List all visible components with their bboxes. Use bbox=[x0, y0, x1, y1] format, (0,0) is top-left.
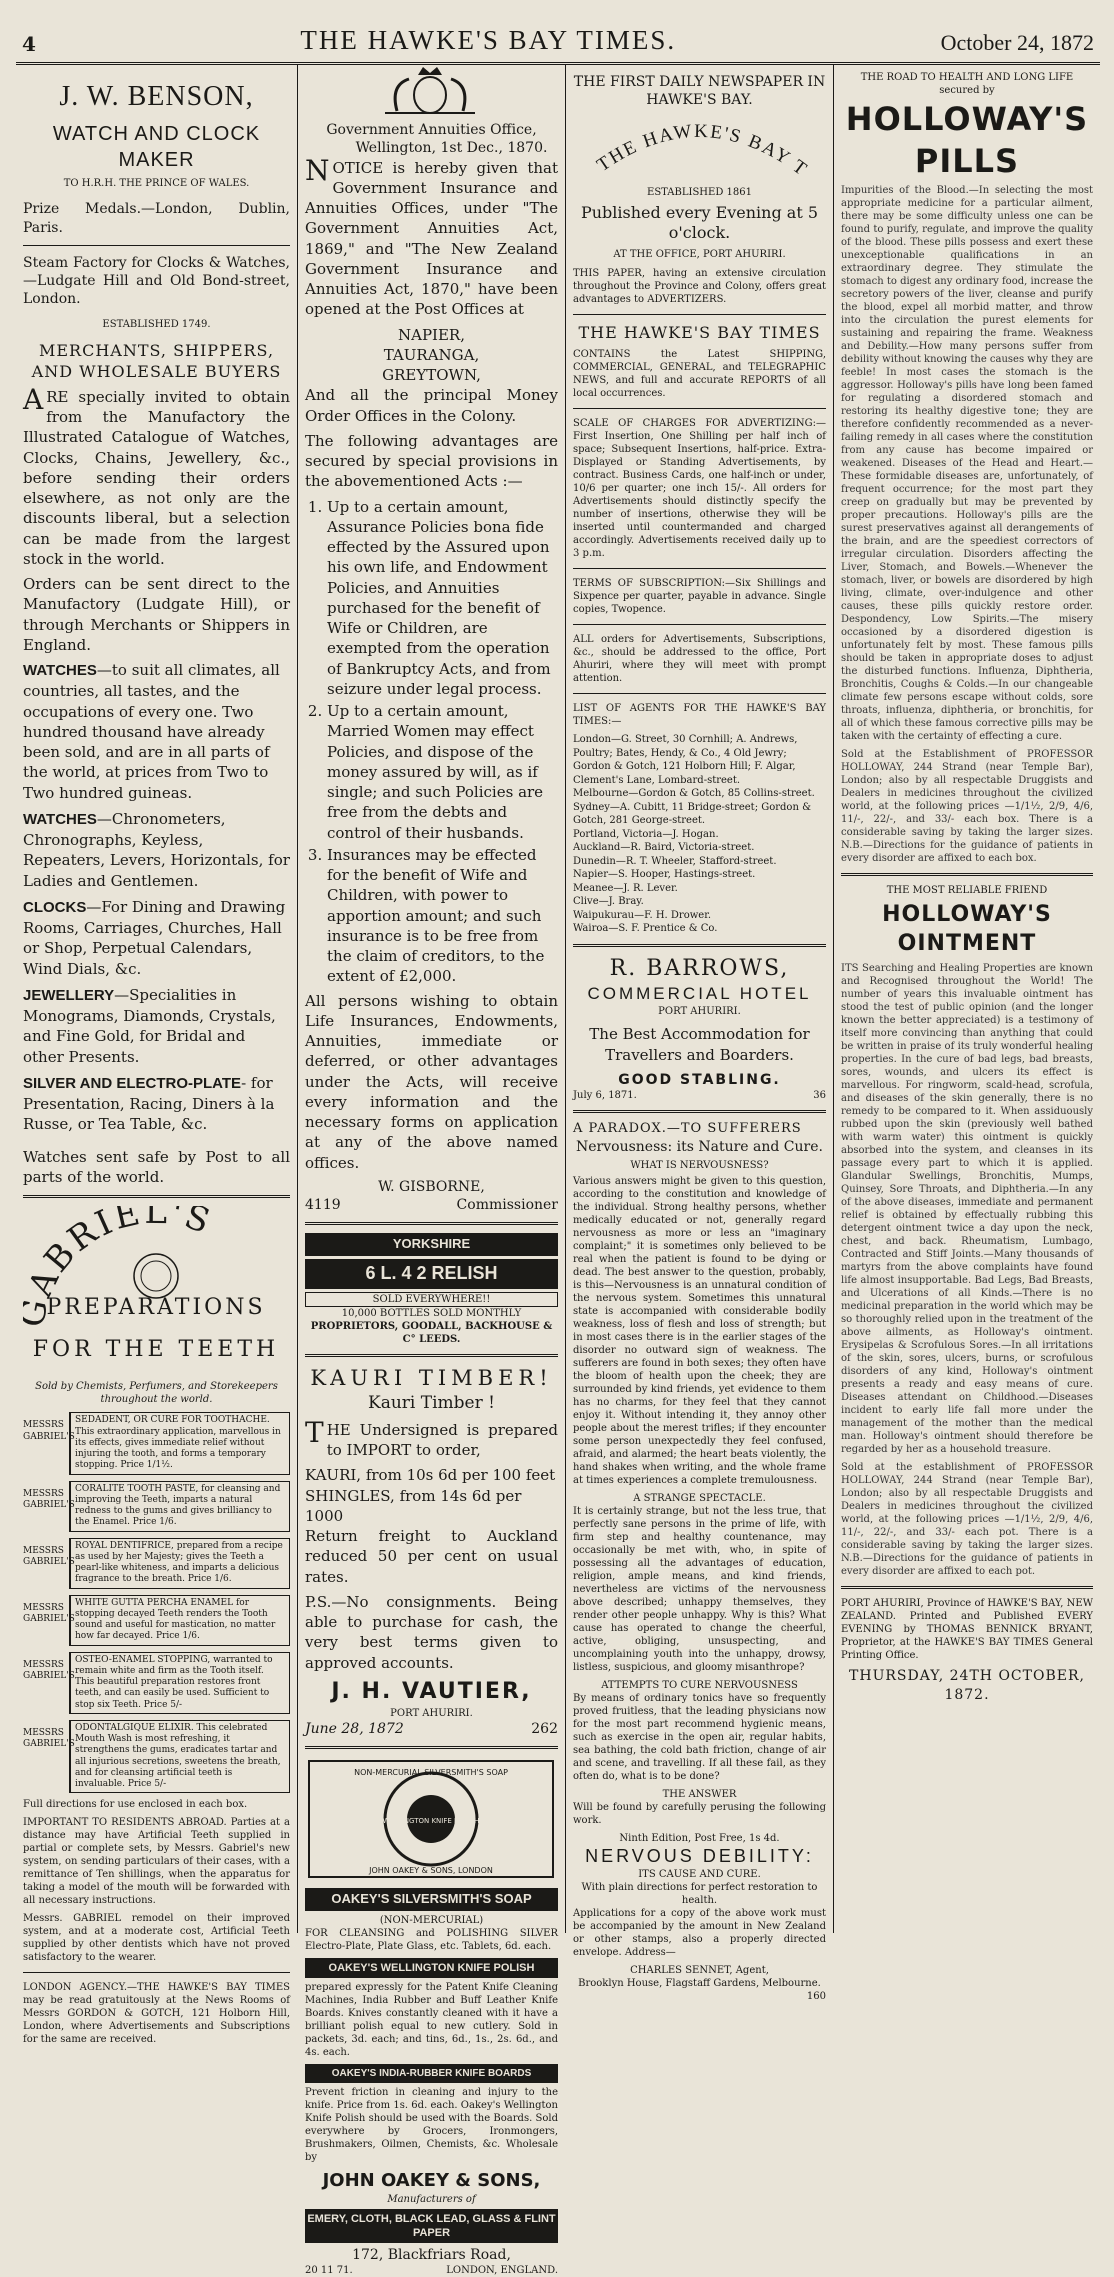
kauri-ad bbox=[305, 1365, 558, 1738]
benson-name: J. W. BENSON, bbox=[59, 81, 254, 112]
holloway-ointment-sold: Sold at the establishment of PROFESSOR HOLLOWAY, 244 Strand (near Temple Bar), London; also by all respectable Druggists and Dealers in medicines throughout the civilized world, at the following prices —1/1½, 2/9, 4/6, 11/-, 22/-, and 33/- each pot. There is a considerable saving by taking the larger sizes. N.B.—Directions for the guidance of patients in every disorder are affixed to each pot. bbox=[841, 1462, 1093, 1578]
kauri-date: June 28, 1872 bbox=[305, 1720, 404, 1737]
nervous-edition: Ninth Edition, Post Free, 1s 4d. bbox=[619, 1833, 780, 1845]
holloway-ointment-title: HOLLOWAY'S OINTMENT bbox=[882, 902, 1052, 956]
signature-title: Commissioner bbox=[456, 1197, 558, 1214]
annuities-signature: W. GISBORNE, bbox=[378, 1178, 485, 1195]
oakey-boards-banner: OAKEY'S INDIA-RUBBER KNIFE BOARDS bbox=[305, 2064, 558, 2083]
nervous-apply: Applications for a copy of the above work must be accompanied by the amount in New Zealand or other stamps, also a properly directed envelope. Address— bbox=[573, 1908, 826, 1959]
holloway-pills-title: HOLLOWAY'S PILLS bbox=[845, 100, 1089, 180]
divider bbox=[573, 1110, 826, 1113]
annuities-town: TAURANGA, bbox=[383, 345, 480, 364]
product-description: WHITE GUTTA PERCHA ENAMEL for stopping decayed Teeth renders the Tooth sound and useful for mastication, no matter how far decayed. Price 1/6. bbox=[69, 1595, 290, 1646]
nervous-answer-text: Will be found by carefully perusing the following work. bbox=[573, 1802, 826, 1827]
divider bbox=[841, 1586, 1093, 1589]
gabriel-product bbox=[23, 1481, 290, 1532]
ad-reference: 262 bbox=[531, 1720, 558, 1737]
nervous-body3: By means of ordinary tonics have so frequently proved fruitless, that the leading physicians now for the most part recommend hygienic means, such as exercise in the open air, regular habits, sea bathing, the cold bath friction, change of air and scene, and travelling. If all these fail, as they often do, what is to be done? bbox=[573, 1693, 826, 1783]
kauri-place: PORT AHURIRI. bbox=[390, 1707, 473, 1719]
times-established: ESTABLISHED 1861 bbox=[647, 186, 752, 198]
agent-item: Clive—J. Bray. bbox=[573, 896, 644, 908]
badge-mid-text: WELLINGTON KNIFE POLISH bbox=[382, 1816, 480, 1825]
product-label: MESSRS GABRIEL'S bbox=[23, 1420, 75, 1442]
barrows-ad bbox=[573, 955, 826, 1102]
oakey-emery-banner: EMERY, CLOTH, BLACK LEAD, GLASS & FLINT PAPER bbox=[305, 2209, 558, 2244]
divider bbox=[23, 245, 290, 246]
annuities-footer bbox=[305, 1196, 558, 1214]
nervous-answer: THE ANSWER bbox=[662, 1789, 737, 1801]
benson-royal: TO H.R.H. THE PRINCE OF WALES. bbox=[63, 178, 250, 190]
entry-key: SILVER AND ELECTRO-PLATE bbox=[23, 1074, 242, 1092]
kauri-name: J. H. VAUTIER, bbox=[331, 1678, 532, 1704]
benson-established: ESTABLISHED 1749. bbox=[102, 319, 211, 331]
times-published: Published every Evening at 5 o'clock. bbox=[580, 202, 819, 243]
nervous-address: Brooklyn House, Flagstaff Gardens, Melbourne. bbox=[578, 1978, 821, 1990]
barrows-place: PORT AHURIRI. bbox=[658, 1006, 741, 1018]
column-2 bbox=[298, 65, 566, 2277]
imprint-text: PORT AHURIRI, Province of HAWKE'S BAY, NEW ZEALAND. Printed and Published EVERY EVENING by THOMAS BENNICK BRYANT, Proprietor, at the HAWKE'S BAY TIMES General Printing Office. bbox=[841, 1598, 1093, 1662]
gabriel-product bbox=[23, 1538, 290, 1589]
kauri-line: Return freight to Auckland reduced 50 per cent on usual rates. bbox=[305, 1527, 558, 1586]
nervous-plain: With plain directions for perfect restoration to health. bbox=[581, 1882, 818, 1907]
annuities-points bbox=[305, 497, 558, 987]
goodall-makers: PROPRIETORS, GOODALL, BACKHOUSE & C° LEEDS. bbox=[310, 1320, 553, 1345]
agent-item: Melbourne—Gordon & Gotch, 85 Collins-street. bbox=[573, 788, 815, 800]
divider bbox=[573, 944, 826, 947]
barrows-stabling: GOOD STABLING. bbox=[618, 1071, 781, 1088]
oakey-knife-text: prepared expressly for the Patent Knife Cleaning Machines, India Rubber and Buff Leather Knife Boards. Knives constantly cleaned with it have a brilliant polish equal to new cutlery. Sold in packets, 3d. each; and tins, 6d., 1s., 2s. 6d., and 4s. each. bbox=[305, 1982, 558, 2059]
times-arc-title bbox=[573, 109, 825, 181]
agent-item: Dunedin—R. T. Wheeler, Stafford-street. bbox=[573, 855, 777, 867]
oakey-soap-banner: OAKEY'S SILVERSMITH'S SOAP bbox=[305, 1888, 558, 1911]
benson-entry bbox=[23, 660, 290, 803]
holloway-pills-ad bbox=[841, 71, 1093, 865]
entry-text: - for Presentation, Racing, Diners à la Russe, or Tea Table, &c. bbox=[23, 1073, 275, 1134]
oakey-firm-sub: Manufacturers of bbox=[387, 2193, 476, 2205]
gabriel-important: IMPORTANT TO RESIDENTS ABROAD. Parties at a distance may have Artificial Teeth supplied in partial or complete sets, by Messrs. Gabriel's new system, on sending particulars of their cases, with a remittance of Ten shillings, when the apparatus for taking a model of the mouth will be forwarded with all necessary instructions. bbox=[23, 1817, 290, 1907]
annuities-advantages: The following advantages are secured by special provisions in the abovementioned Acts :— bbox=[305, 431, 558, 491]
times-orders: ALL orders for Advertisements, Subscriptions, &c., should be addressed to the office, Port Ahuriri, where they will meet with prompt attention. bbox=[573, 634, 826, 685]
holloway-road: THE ROAD TO HEALTH AND LONG LIFE secured by bbox=[860, 72, 1074, 96]
divider bbox=[305, 1354, 558, 1357]
nervous-what: WHAT IS NERVOUSNESS? bbox=[630, 1160, 769, 1172]
divider bbox=[23, 1972, 290, 1973]
benson-trade: WATCH AND CLOCK MAKER bbox=[52, 123, 261, 172]
ad-reference: 20 11 71. bbox=[305, 2265, 353, 2277]
divider bbox=[573, 624, 826, 625]
nervous-cause: ITS CAUSE AND CURE. bbox=[638, 1869, 761, 1881]
nervous-debility: NERVOUS DEBILITY: bbox=[585, 1846, 814, 1867]
agent-item: Sydney—A. Cubitt, 11 Bridge-street; Gordon & Gotch, 281 George-street. bbox=[573, 801, 811, 827]
issue-date: October 24, 1872 bbox=[940, 30, 1094, 55]
kauri-ps: P.S.—No consignments. Being able to purchase for cash, the very best terms given to approved accounts. bbox=[305, 1592, 558, 1672]
product-description: ROYAL DENTIFRICE, prepared from a recipe as used by her Majesty; gives the Teeth a pearl-like whiteness, and imparts a delicious fragrance to the breath. Price 1/6. bbox=[69, 1538, 290, 1589]
badge-top-text: NON-MERCURIAL SILVERSMITH'S SOAP bbox=[354, 1767, 508, 1777]
goodall-ad bbox=[305, 1233, 558, 1345]
column-3 bbox=[566, 65, 834, 2003]
annuities-notice-text: NOTICE is hereby given that Government Insurance and Annuities Offices, under "The Government Annuities Act, 1869," and "The New Zealand Government Insurance and Annuities Act, 1870," have been opened at the Post Offices at bbox=[305, 153, 558, 319]
agent-item: Meanee—J. R. Lever. bbox=[573, 882, 678, 894]
annuities-notice bbox=[305, 65, 558, 1214]
oakey-city: LONDON, ENGLAND. bbox=[446, 2265, 558, 2277]
nervous-ad bbox=[573, 1121, 826, 2003]
gabriel-product bbox=[23, 1595, 290, 1646]
columns bbox=[16, 65, 1100, 2277]
goodall-sold: SOLD EVERYWHERE!! bbox=[305, 1292, 558, 1307]
kauri-heading: KAURI TIMBER! bbox=[310, 1365, 553, 1390]
arc-title-text: THE HAWKE'S BAY T bbox=[593, 121, 812, 182]
agent-item: Waipukurau—F. H. Drower. bbox=[573, 909, 712, 921]
divider bbox=[573, 314, 826, 315]
holloway-friend: THE MOST RELIABLE FRIEND bbox=[886, 885, 1048, 897]
nervous-agent: CHARLES SENNET, Agent, bbox=[630, 1965, 769, 1977]
masthead bbox=[16, 10, 1100, 65]
kauri-line: SHINGLES, from 14s 6d per 1000 bbox=[305, 1486, 522, 1525]
barrows-text: The Best Accommodation for Travellers and Boarders. bbox=[589, 1025, 810, 1064]
nervous-body: Various answers might be given to this question, according to the constitution and knowledge of the individual. Strong healthy persons, whether medically educated or not, generally regard nervousness as more or less an "imaginary complaint;" it is sometimes only believed to be real when the patient is found to be dying or dead. The best answer to the question, probably, is this—Nervousness is an unnatural condition of the nervous system. Sometimes this unnatural state is accompanied with considerable bodily weakness, loss of flesh and loss of strength; but in most cases there is in the earlier stages of the disorder no outward sign of weakness. The sufferers are found in both sexes; they often have the bloom of health upon the cheek; they are surrounded by kind friends, yet evidence to them has no charms, for they feel that they cannot enjoy it. Without intending it, they annoy other people about the merest trifles; if they encounter some person unexpectedly they feel confused, afraid, and alarmed; the heart beats violently, the hand shakes when writing, and the whole frame at times experiences a complete tremulousness. bbox=[573, 1176, 826, 1487]
nervous-sub: Nervousness: its Nature and Cure. bbox=[576, 1138, 823, 1155]
benson-entry bbox=[23, 897, 290, 979]
product-label: MESSRS GABRIEL'S bbox=[23, 1488, 75, 1510]
newspaper-title: THE HAWKE'S BAY TIMES. bbox=[300, 25, 677, 55]
agent-item: Portland, Victoria—J. Hogan. bbox=[573, 828, 719, 840]
imprint bbox=[841, 1597, 1093, 1703]
gabriel-product bbox=[23, 1720, 290, 1794]
oakey-badge-logo bbox=[305, 1757, 557, 1881]
holloway-pills-sold: Sold at the Establishment of PROFESSOR HOLLOWAY, 244 Strand (near Temple Bar), London; also by all respectable Druggists and Dealers in medicines throughout the civilized world, at the following prices —1/1½, 2/9, 4/6, 11/-, 22/-, and 33/- each box. There is a considerable saving by taking the larger sizes. N.B.—Directions for the guidance of patients in every disorder are affixed to each box. bbox=[841, 749, 1093, 865]
times-terms: TERMS OF SUBSCRIPTION:—Six Shillings and Sixpence per quarter, payable in advance. Single copies, Twopence. bbox=[573, 578, 826, 616]
seal-arc-text: ABRIEL'S bbox=[23, 1206, 218, 1304]
times-office: AT THE OFFICE, PORT AHURIRI. bbox=[613, 249, 786, 261]
entry-key: JEWELLERY bbox=[23, 986, 115, 1004]
column-4 bbox=[834, 65, 1100, 1933]
benson-medals: Prize Medals.—London, Dublin, Paris. bbox=[23, 201, 290, 236]
times-first: THE FIRST DAILY NEWSPAPER IN HAWKE'S BAY. bbox=[573, 74, 826, 109]
divider bbox=[305, 1222, 558, 1225]
oakey-footer bbox=[305, 2264, 558, 2277]
divider bbox=[23, 1195, 290, 1198]
nervous-spectacle: A STRANGE SPECTACLE. bbox=[633, 1493, 766, 1505]
kauri-footer bbox=[305, 1720, 558, 1738]
benson-factory: Steam Factory for Clocks & Watches, —Ludgate Hill and Old Bond-street, London. bbox=[23, 254, 290, 308]
oakey-knife-banner: OAKEY'S WELLINGTON KNIFE POLISH bbox=[305, 1958, 558, 1978]
benson-ad bbox=[23, 79, 290, 1187]
divider bbox=[573, 408, 826, 409]
ad-reference: 160 bbox=[806, 1991, 826, 2003]
gabriel-product bbox=[23, 1652, 290, 1714]
nervous-paradox: A PARADOX.—TO SUFFERERS bbox=[573, 1120, 802, 1136]
agent-item: London—G. Street, 30 Cornhill; A. Andrews, Poultry; Bates, Hendy, & Co., 4 Old Jewry; Gordon & Gotch, 121 Holborn Hill; F. Algar, Clement's Lane, Lombard-street. bbox=[573, 734, 798, 786]
divider bbox=[305, 1746, 558, 1749]
times-circulation: THIS PAPER, having an extensive circulation throughout the Province and Colony, offers great advantages to ADVERTIZERS. bbox=[573, 268, 826, 306]
product-label: MESSRS GABRIEL'S bbox=[23, 1727, 75, 1750]
entry-key: WATCHES bbox=[23, 662, 97, 680]
oakey-firm: JOHN OAKEY & SONS, bbox=[322, 2170, 541, 2192]
annuities-date: Wellington, 1st Dec., 1870. bbox=[355, 140, 548, 157]
annuities-point: 3. Insurances may be effected for the benefit of Wife and Children, with power to apportion amount; and such insurance is to be free from the claim of creditors, to the extent of £2,000. bbox=[327, 845, 558, 987]
annuities-point: 2. Up to a certain amount, Married Women may effect Policies, and dispose of the money assured by will, as if single; and such Policies are free from the debts and control of their husbands. bbox=[327, 701, 558, 843]
holloway-ointment-text: ITS Searching and Healing Properties are known and Recognised throughout the World! The number of years this invaluable ointment has stood the test of public opinion (and the longer known the better appreciated) is a testimony of itself more convincing than anything that could be written in praise of its truly wonderful healing properties. In the cure of bad legs, bad breasts, sores, wounds, and ulcers its effect is marvellous. For ringworm, scald-head, scrofula, and diseases of the skin generally, there is no remedy to be compared to it. When assiduously rubbed upon the skin (previously well bathed with warm water) this ointment is quickly absorbed into the system, and cleanses in its passage every part to which it is applied. Glandular Swellings, Bronchitis, Mumps, Quinsey, Sore Throats, and Diphtheria.—In any of the above diseases, immediate and permanent relief is obtained by effectually rubbing this detergent ointment twice a day upon the neck, chest, and back. Rheumatism, Lumbago, Contracted and Stiff Joints.—Many thousands of martyrs from the above complaints have found life almost insupportable. Bad Legs, Bad Breasts, and Ulcerations of all Kinds.—There is no medicinal preparation in the world which may be so thoroughly relied upon in the treatment of the above ailments, as Holloway's ointment. Erysipelas & Scrofulous Sores.—In all irritations of the skin, sores, ulcers, burns, or scrofulous disorders of any kind, Holloway's ointment presents a ready and easy means of cure. Diseases attendant on Childhood.—Diseases incident to early life fall more under the management of the mother than the medical man. Holloway's ointment should therefore be regarded by her as a household treasure. bbox=[841, 963, 1093, 1456]
gabriel-products bbox=[23, 1412, 290, 1793]
annuities-and: And all the principal Money Order Offices in the Colony. bbox=[305, 386, 558, 425]
gabriel-product bbox=[23, 1412, 290, 1474]
agent-item: Auckland—R. Baird, Victoria-street. bbox=[573, 842, 755, 854]
gabriel-footer: Full directions for use enclosed in each box. bbox=[23, 1799, 248, 1811]
annuities-town: NAPIER, bbox=[398, 325, 465, 344]
benson-entry bbox=[23, 985, 290, 1067]
times-agents-heading: LIST OF AGENTS FOR THE HAWKE'S BAY TIMES:— bbox=[573, 703, 826, 728]
annuities-point: 1. Up to a certain amount, Assurance Policies bona fide effected by the Assured upon his own life, and Endowment Policies, and Annuities purchased for the benefit of Wife or Children, are exempted from the operation of Bankruptcy Acts, and from seizure under legal process. bbox=[327, 497, 558, 700]
nervous-body2: It is certainly strange, but not the less true, that perfectly sane persons in the prime of life, with firm step and healthy countenance, may occasionally be met with, who, in spite of possessing all the advantages of education, religion, ample means, and kind friends, nevertheless are victims of the nervousness above described; unhappy themselves, they render other people unhappy. Why is this? What cause has operated to change the cheerful, active, obliging, unsuspecting, and uncomplaining youth into the unhappy, drowsy, listless, suspicious, and gloomy misanthrope? bbox=[573, 1506, 826, 1674]
product-description: ODONTALGIQUE ELIXIR. This celebrated Mouth Wash is most refreshing, it strengthens the gums, eradicates tartar and all injurious secretions, sweetens the breath, and for cleansing artificial teeth is invaluable. Price 5/- bbox=[69, 1720, 290, 1794]
benson-intro: ARE specially invited to obtain from the Manufactory the Illustrated Catalogue of Watches, Clocks, Chains, Jewellery, &c., before sending their orders elsewhere, as not only are the discounts liberal, but a selection can be made from the largest stock in the world. bbox=[23, 382, 290, 568]
oakey-soap-sub: (NON-MERCURIAL) bbox=[379, 1914, 484, 1926]
product-label: MESSRS GABRIEL'S bbox=[23, 1659, 75, 1681]
times-scale: SCALE OF CHARGES FOR ADVERTIZING:— First Insertion, One Shilling per half inch of space; Subsequent Insertions, half-price. Extra-Displayed or Standing Advertisements, by contract. Business Cards, one half-inch or under, 10/6 per quarter; one inch 15/-. All orders for Advertisements should distinctly specify the number of insertions, otherwise they will be inserted until countermanded and charged accordingly. Advertisements received daily up to 3 p.m. bbox=[573, 418, 826, 560]
times-ad bbox=[573, 73, 826, 936]
seal-middle-text: PREPARATIONS bbox=[46, 1295, 266, 1321]
gabriel-sold-by: Sold by Chemists, Perfumers, and Storekeepers throughout the world. bbox=[35, 1381, 278, 1406]
entry-key: CLOCKS bbox=[23, 898, 87, 916]
divider bbox=[841, 873, 1093, 876]
divider bbox=[573, 693, 826, 694]
entry-text: —to suit all climates, all countries, all tastes, and the occupations of every one. Two hundred thousand have already been sold, and are in all parts of the world, at prices from Two to Two hundred guineas. bbox=[23, 661, 280, 802]
entry-text: —Chronometers, Chronographs, Keyless, Repeaters, Levers, Horizontals, for Ladies and Gentlemen. bbox=[23, 809, 290, 890]
times-contains: CONTAINS the Latest SHIPPING, COMMERCIAL, GENERAL, and TELEGRAPHIC NEWS, and full and accurate REPORTS of all local occurrences. bbox=[573, 349, 826, 400]
ad-reference: 4119 bbox=[305, 1197, 341, 1214]
gabriel-ad bbox=[23, 1206, 290, 2046]
kauri-line: KAURI, from 10s 6d per 100 feet bbox=[305, 1466, 556, 1485]
nervous-attempts: ATTEMPTS TO CURE NERVOUSNESS bbox=[601, 1680, 798, 1692]
london-agency: LONDON AGENCY.—THE HAWKE'S BAY TIMES may be read gratuitously at the News Rooms of Messrs GORDON & GOTCH, 121 Holborn Hill, London, where Advertisements and Subscriptions for the same are received. bbox=[23, 1982, 290, 2046]
ad-reference: 36 bbox=[813, 1089, 826, 1101]
product-description: CORALITE TOOTH PASTE, for cleansing and improving the Teeth, imparts a natural redness to the gums and gives brilliancy to the Enamel. Price 1/6. bbox=[69, 1481, 290, 1532]
times-heading2: THE HAWKE'S BAY TIMES bbox=[578, 323, 821, 343]
holloway-pills-text: Impurities of the Blood.—In selecting the most appropriate medicine for a particular ailment, there may be some difficulty unless one can be found to purify, regulate, and improve the quality of the blood. These pills possess and exert these unexceptionable qualifications in an extraordinary degree. They stimulate the stomach to digest any ordinary food, increase the secretory powers of the liver, cleanse and purify the blood, expel all morbid matter, and throw into the circulation the purest elements for sustaining and repairing the frame. Weakness and Debility.—How many persons suffer from debility without knowing the causes why they are feeble! In most cases the stomach is the aggressor. Holloway's pills have long been famed for regulating a disordered stomach and restoring its healthy digestive tone; they are therefore confidently recommended as a never-failing remedy in all cases where the constitution from any cause has become impaired or weakened. Diseases of the Head and Heart.—These formidable diseases are, unfortunately, of frequent occurrence; for the most part they creep on gradually but may be prevented by proper precautions. Holloway's pills are the surest preservatives against all derangements of the brain, and are the speediest correctors of irregular circulation. Disorders affecting the Liver, Stomach, and Bowels.—Whenever the stomach, liver, or bowels are disordered by high living, climate, over-indulgence and other causes, these pills quickly restore order. Despondency, Low Spirits.—The misery occasioned by a disordered digestion is unfortunately felt by most. These famous pills should be taken in appropriate doses to adjust the disturbed functions. Influenza, Diphtheria, Bronchitis, Coughs & Colds.—In our changeable climate few persons escape without colds, sore throats, influenza, diphtheria, or bronchitis, for all of which these famous corrective pills may be taken with the certainty of effecting a cure. bbox=[841, 185, 1093, 743]
divider bbox=[573, 568, 826, 569]
product-label: MESSRS GABRIEL'S bbox=[23, 1545, 75, 1567]
svg-text:THE HAWKE'S BAY TIMES bbox=[573, 109, 812, 181]
goodall-bottles: 10,000 BOTTLES SOLD MONTHLY bbox=[341, 1307, 522, 1319]
column-1 bbox=[16, 65, 298, 2046]
badge-bottom-text: JOHN OAKEY & SONS, LONDON bbox=[369, 1865, 493, 1875]
benson-heading: MERCHANTS, SHIPPERS, AND WHOLESALE BUYERS bbox=[31, 341, 282, 382]
entry-text: —Specialities in Monograms, Diamonds, Crystals, and Fine Gold, for Bridal and other Presents. bbox=[23, 985, 276, 1066]
barrows-date: July 6, 1871. bbox=[573, 1089, 637, 1101]
goodall-banner-mid: 6 L. 4 2 RELISH bbox=[305, 1259, 558, 1288]
entry-text: —For Dining and Drawing Rooms, Carriages, Churches, Hall or Shop, Perpetual Calendars, Wind Dials, &c. bbox=[23, 897, 286, 978]
agent-item: Napier—S. Hooper, Hastings-street. bbox=[573, 869, 756, 881]
oakey-address: 172, Blackfriars Road, bbox=[352, 2247, 511, 2264]
product-description: OSTEO-ENAMEL STOPPING, warranted to remain white and firm as the Tooth itself. This beautiful preparation restores front teeth, and can easily be used. Sufficient to stop six Teeth. Price 5/- bbox=[69, 1652, 290, 1714]
holloway-ointment-ad bbox=[841, 884, 1093, 1578]
page-number: 4 bbox=[22, 32, 36, 56]
barrows-hotel: COMMERCIAL HOTEL bbox=[587, 984, 812, 1004]
kauri-text: THE Undersigned is prepared to IMPORT to order, bbox=[305, 1415, 558, 1460]
goodall-banner-top: YORKSHIRE bbox=[305, 1233, 558, 1256]
product-label: MESSRS GABRIEL'S bbox=[23, 1602, 75, 1624]
barrows-name: R. BARROWS, bbox=[609, 955, 790, 981]
oakey-ad bbox=[305, 1757, 558, 2277]
gabriel-removed: Messrs. GABRIEL remodel on their improved system, and at a moderate cost, Artificial Teeth supplied by other dentists which have not proved satisfactory to the wearer. bbox=[23, 1913, 290, 1964]
royal-arms-icon bbox=[305, 65, 555, 117]
entry-key: WATCHES bbox=[23, 810, 97, 828]
kauri-sub: Kauri Timber ! bbox=[368, 1392, 495, 1413]
benson-entry bbox=[23, 1073, 290, 1135]
annuities-town: GREYTOWN, bbox=[382, 366, 481, 385]
annuities-office: Government Annuities Office, bbox=[326, 122, 537, 139]
benson-post: Watches sent safe by Post to all parts of the world. bbox=[23, 1147, 290, 1186]
benson-entry bbox=[23, 809, 290, 891]
annuities-closing: All persons wishing to obtain Life Insurances, Endowments, Annuities, immediate or deferred, or other advantages under the Acts, will receive every information and the necessary forms on application at any of the above named offices. bbox=[305, 991, 558, 1172]
product-description: SEDADENT, OR CURE FOR TOOTHACHE. This extraordinary application, marvellous in its effects, gives immediate relief without injuring the tooth, and forms a temporary stopping. Price 1/1½. bbox=[69, 1412, 290, 1474]
oakey-boards-text: Prevent friction in cleaning and injury to the knife. Price from 1s. 6d. each. Oakey's Wellington Knife Polish should be used with the Boards. Sold everywhere by Grocers, Ironmongers, Brushmakers, Oilmen, Chemists, &c. Wholesale by bbox=[305, 2087, 558, 2164]
seal-bottom-text: FOR THE TEETH bbox=[32, 1337, 280, 1363]
benson-orders: Orders can be sent direct to the Manufactory (Ludgate Hill), or through Merchants or Shippers in England. bbox=[23, 575, 290, 654]
barrows-footer bbox=[573, 1089, 826, 1102]
gabriel-seal-logo bbox=[23, 1206, 289, 1376]
agent-item: Wairoa—S. F. Prentice & Co. bbox=[573, 923, 718, 935]
oakey-soap-text: FOR CLEANSING and POLISHING SILVER Electro-Plate, Plate Glass, etc. Tablets, 6d. each. bbox=[305, 1927, 558, 1952]
imprint-date: THURSDAY, 24TH OCTOBER, 1872. bbox=[849, 1668, 1085, 1703]
